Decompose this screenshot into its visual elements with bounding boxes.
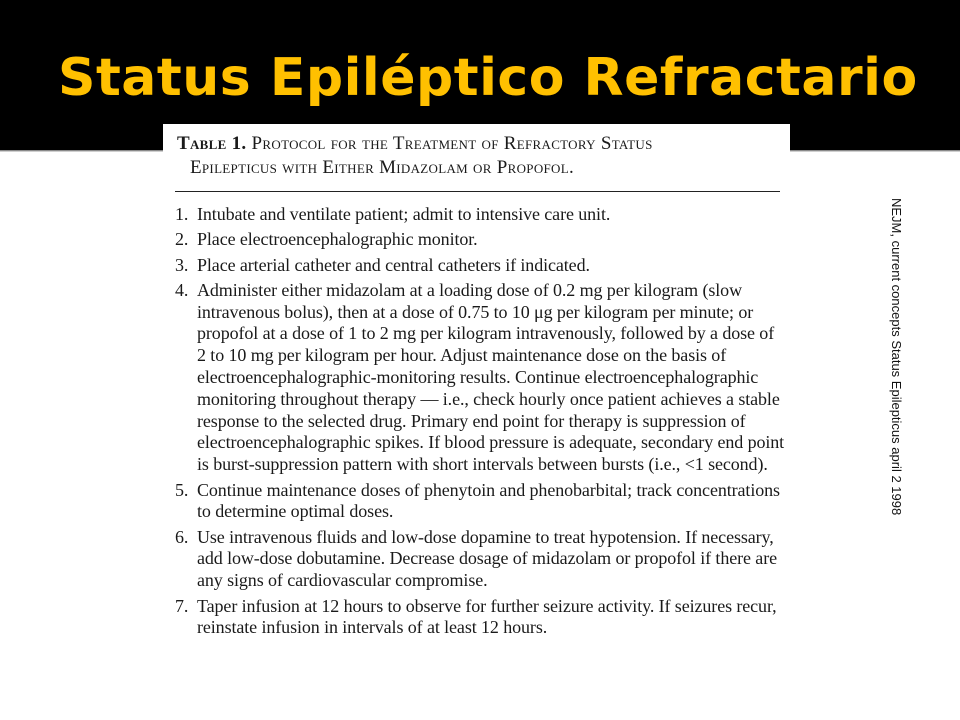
source-citation: NEJM, current concepts Status Epilepticus april 2 1998 xyxy=(889,198,904,516)
step-number: 4. xyxy=(175,279,189,300)
caption-divider xyxy=(175,191,780,192)
step-text: Continue maintenance doses of phenytoin and phenobarbital; track concentrations to determine optimal doses. xyxy=(197,479,780,522)
protocol-steps xyxy=(175,204,785,643)
table-caption xyxy=(177,132,777,180)
step-text: Intubate and ventilate patient; admit to intensive care unit. xyxy=(197,204,611,224)
protocol-step-7 xyxy=(175,596,785,640)
protocol-table xyxy=(163,124,790,704)
step-text: Place electroencephalographic monitor. xyxy=(197,229,478,250)
step-text: Use intravenous fluids and low-dose dopamine to treat hypotension. If necessary, add low-dose dobutamine. Decrease dosage of midazolam or propofol if there are any signs of cardiovascular compromise. xyxy=(197,526,777,591)
protocol-step-3 xyxy=(175,255,785,277)
step-number: 5. xyxy=(175,479,189,500)
step-number: 6. xyxy=(175,526,189,547)
step-number: 3. xyxy=(175,254,189,275)
step-number: 2. xyxy=(175,229,189,250)
table-label: Table 1. xyxy=(177,133,247,154)
protocol-step-6 xyxy=(175,527,785,592)
slide-title: Status Epiléptico Refractario xyxy=(58,48,918,108)
protocol-step-5 xyxy=(175,480,785,524)
step-text: Administer either midazolam at a loading dose of 0.2 mg per kilogram (slow intravenous bolus), then at a dose of 0.75 to 10 μg per kilogram per minute; or propofol at a dose of 1 to 2 mg per kilogram intravenously, followed by a dose of 2 to 10 mg per kilogram per hour. Adjust maintenance dose on the basis of electroencephalographic-monitoring results. Continue electroencephalographic monitoring throughout therapy — i.e., check hourly once patient achieves a stable response to the selected drug. Primary end point for therapy is suppression of electroencephalographic spikes. If blood pressure is adequate, secondary end point is burst-suppression pattern with short intervals between bursts (i.e., <1 second). xyxy=(197,279,785,475)
step-number: 1. xyxy=(175,204,189,224)
step-text: Taper infusion at 12 hours to observe for further seizure activity. If seizures recur, reinstate infusion in intervals of at least 12 hours. xyxy=(197,595,777,638)
protocol-step-2 xyxy=(175,229,785,251)
caption-line-1: Protocol for the Treatment of Refractory Status xyxy=(251,133,653,154)
caption-line-2: Epilepticus with Either Midazolam or Propofol. xyxy=(190,157,575,178)
step-number: 7. xyxy=(175,595,189,616)
step-text: Place arterial catheter and central catheters if indicated. xyxy=(197,254,590,275)
protocol-step-4 xyxy=(175,280,785,476)
protocol-step-1 xyxy=(175,204,785,226)
